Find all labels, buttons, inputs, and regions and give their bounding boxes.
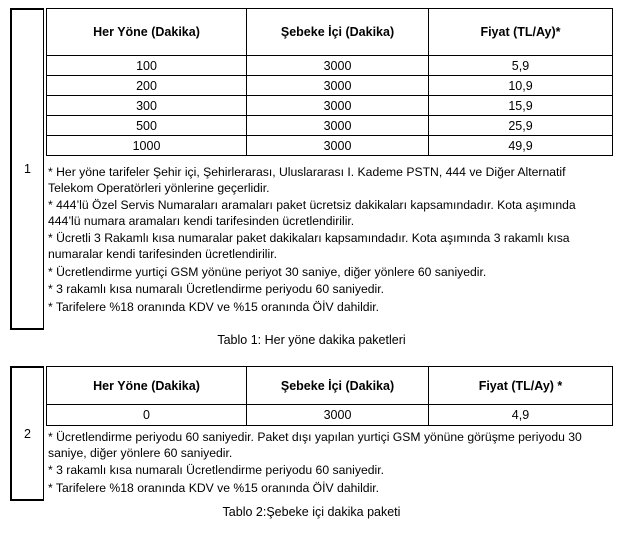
table-row [47,116,613,136]
cell-sebeke-ici: 3000 [247,76,429,96]
pricing-table-1 [46,8,613,156]
note-item: * Her yöne tarifeler Şehir içi, Şehirlerarası, Uluslararası I. Kademe PSTN, 444 ve Diğer Alternatif Telekom Operatörleri yönlerine geçerlidir. [48,165,566,195]
notes-list-2 [48,430,610,498]
block-1-content [46,8,612,330]
cell-sebeke-ici: 3000 [247,56,429,76]
cell-sebeke-ici: 3000 [247,136,429,156]
table-row [47,136,613,156]
header-sebeke-ici: Şebeke İçi (Dakika) [247,9,429,56]
cell-her-yone: 500 [47,116,247,136]
table-row [47,56,613,76]
header-her-yone: Her Yöne (Dakika) [47,367,247,405]
header-sebeke-ici: Şebeke İçi (Dakika) [247,367,429,405]
table-header-row [47,367,613,405]
cell-sebeke-ici: 3000 [247,116,429,136]
table-row [47,76,613,96]
note-item: * 3 rakamlı kısa numaralı Ücretlendirme periyodu 60 saniyedir. [48,282,384,297]
table-row [47,405,613,426]
cell-her-yone: 0 [47,405,247,426]
cell-fiyat: 49,9 [429,136,613,156]
note-item: * Ücretlendirme yurtiçi GSM yönüne periyot 30 saniye, diğer yönlere 60 saniyedir. [48,264,487,279]
note-item: * 444’lü Özel Servis Numaraları aramaları paket ücretsiz dakikaları kapsamındadır. Kota aşımında 444’lü numara aramaları kendi tarifesinden ücretlendirilir. [48,198,576,228]
cell-her-yone: 300 [47,96,247,116]
cell-fiyat: 4,9 [429,405,613,426]
row-number-2: 2 [10,366,44,501]
block-2-content [46,366,612,501]
note-item: * 3 rakamlı kısa numaralı Ücretlendirme periyodu 60 saniyedir. [48,463,384,478]
cell-her-yone: 200 [47,76,247,96]
note-item: * Ücretli 3 Rakamlı kısa numaralar paket dakikaları kapsamındadır. Kota aşımında 3 rakamlı kısa numaralar kendi tarifesinden ücretlendirilir. [48,231,570,261]
header-fiyat: Fiyat (TL/Ay)* [429,9,613,56]
row-number-1: 1 [10,8,44,330]
cell-her-yone: 1000 [47,136,247,156]
table-caption-2: Tablo 2:Şebeke içi dakika paketi [222,505,401,519]
cell-sebeke-ici: 3000 [247,405,429,426]
cell-sebeke-ici: 3000 [247,96,429,116]
pricing-block-2 [10,366,612,501]
cell-fiyat: 25,9 [429,116,613,136]
pricing-table-2 [46,366,613,426]
notes-list-1 [48,165,610,317]
table-caption-1: Tablo 1: Her yöne dakika paketleri [217,333,406,347]
header-her-yone: Her Yöne (Dakika) [47,9,247,56]
cell-fiyat: 10,9 [429,76,613,96]
cell-fiyat: 15,9 [429,96,613,116]
note-item: * Ücretlendirme periyodu 60 saniyedir. Paket dışı yapılan yurtiçi GSM yönüne görüşme periyodu 30 saniye, diğer yönlere 60 saniyedir. [48,430,582,460]
note-item: * Tarifelere %18 oranında KDV ve %15 oranında ÖİV dahildir. [48,480,380,495]
table-row [47,96,613,116]
table-header-row [47,9,613,56]
pricing-block-1 [10,8,612,330]
header-fiyat: Fiyat (TL/Ay) * [429,367,613,405]
cell-fiyat: 5,9 [429,56,613,76]
note-item: * Tarifelere %18 oranında KDV ve %15 oranında ÖİV dahildir. [48,299,380,314]
cell-her-yone: 100 [47,56,247,76]
